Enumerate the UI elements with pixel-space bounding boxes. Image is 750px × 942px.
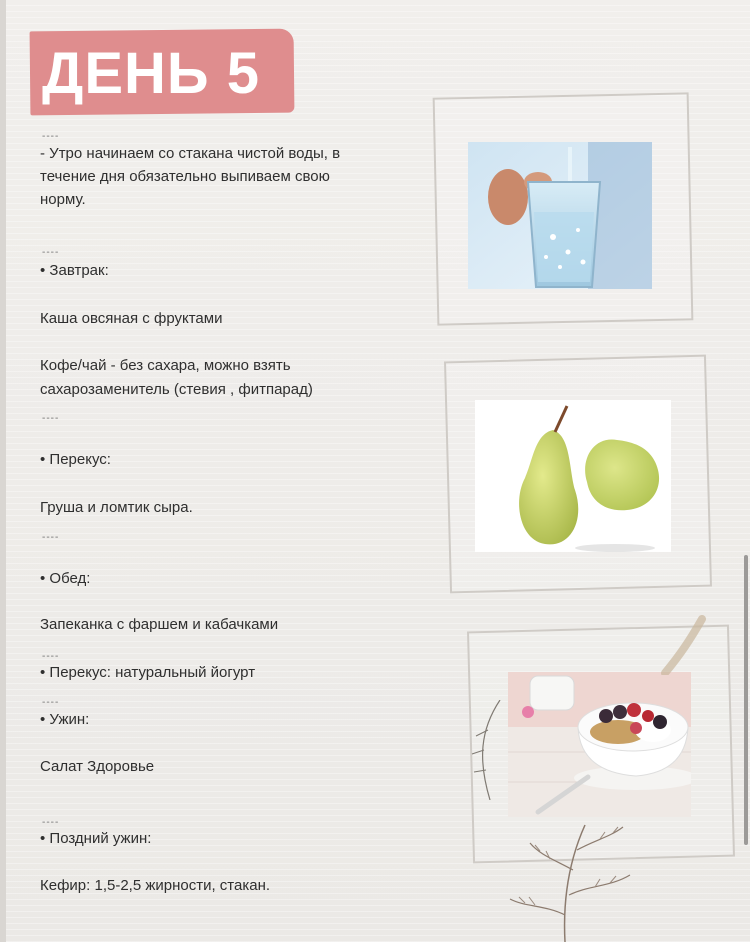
scrollbar[interactable] xyxy=(744,555,748,845)
separator: ---- xyxy=(42,651,60,662)
intro-line-2: течение дня обязательно выпиваем свою xyxy=(40,168,330,185)
leaf-decoration-icon xyxy=(470,700,510,800)
glass-of-water-icon xyxy=(468,142,652,289)
separator: ---- xyxy=(42,817,60,828)
breakfast-dish: Каша овсяная с фруктами xyxy=(40,310,223,327)
snack2-heading: • Перекус: натуральный йогурт xyxy=(40,664,256,681)
plant-decoration-icon xyxy=(495,815,655,942)
wheat-decoration-icon xyxy=(660,615,710,675)
separator: ---- xyxy=(42,697,60,708)
water-photo xyxy=(468,142,652,289)
separator: ---- xyxy=(42,413,60,424)
pears-photo xyxy=(475,400,671,552)
pear-icon xyxy=(475,400,671,552)
separator: ---- xyxy=(42,247,60,258)
lunch-heading: • Обед: xyxy=(40,570,91,587)
late-dinner-heading: • Поздний ужин: xyxy=(40,830,152,847)
page-title: ДЕНЬ 5 xyxy=(42,41,260,106)
oatmeal-photo xyxy=(508,672,691,817)
snack1-dish: Груша и ломтик сыра. xyxy=(40,499,193,516)
dinner-dish: Салат Здоровье xyxy=(40,758,155,775)
late-dinner-dish: Кефир: 1,5-2,5 жирности, стакан. xyxy=(40,877,271,894)
oatmeal-bowl-icon xyxy=(508,672,691,817)
dinner-heading: • Ужин: xyxy=(40,711,90,728)
intro-line-3: норму. xyxy=(40,191,86,208)
breakfast-heading: • Завтрак: xyxy=(40,262,109,279)
separator: ---- xyxy=(42,532,60,543)
breakfast-drink-line-1: Кофе/чай - без сахара, можно взять xyxy=(40,357,291,374)
snack1-heading: • Перекус: xyxy=(40,451,111,468)
lunch-dish: Запеканка с фаршем и кабачками xyxy=(40,616,279,633)
separator: ---- xyxy=(42,131,60,142)
breakfast-drink-line-2: сахарозаменитель (стевия , фитпарад) xyxy=(40,381,313,398)
intro-line-1: - Утро начинаем со стакана чистой воды, в xyxy=(40,145,341,162)
